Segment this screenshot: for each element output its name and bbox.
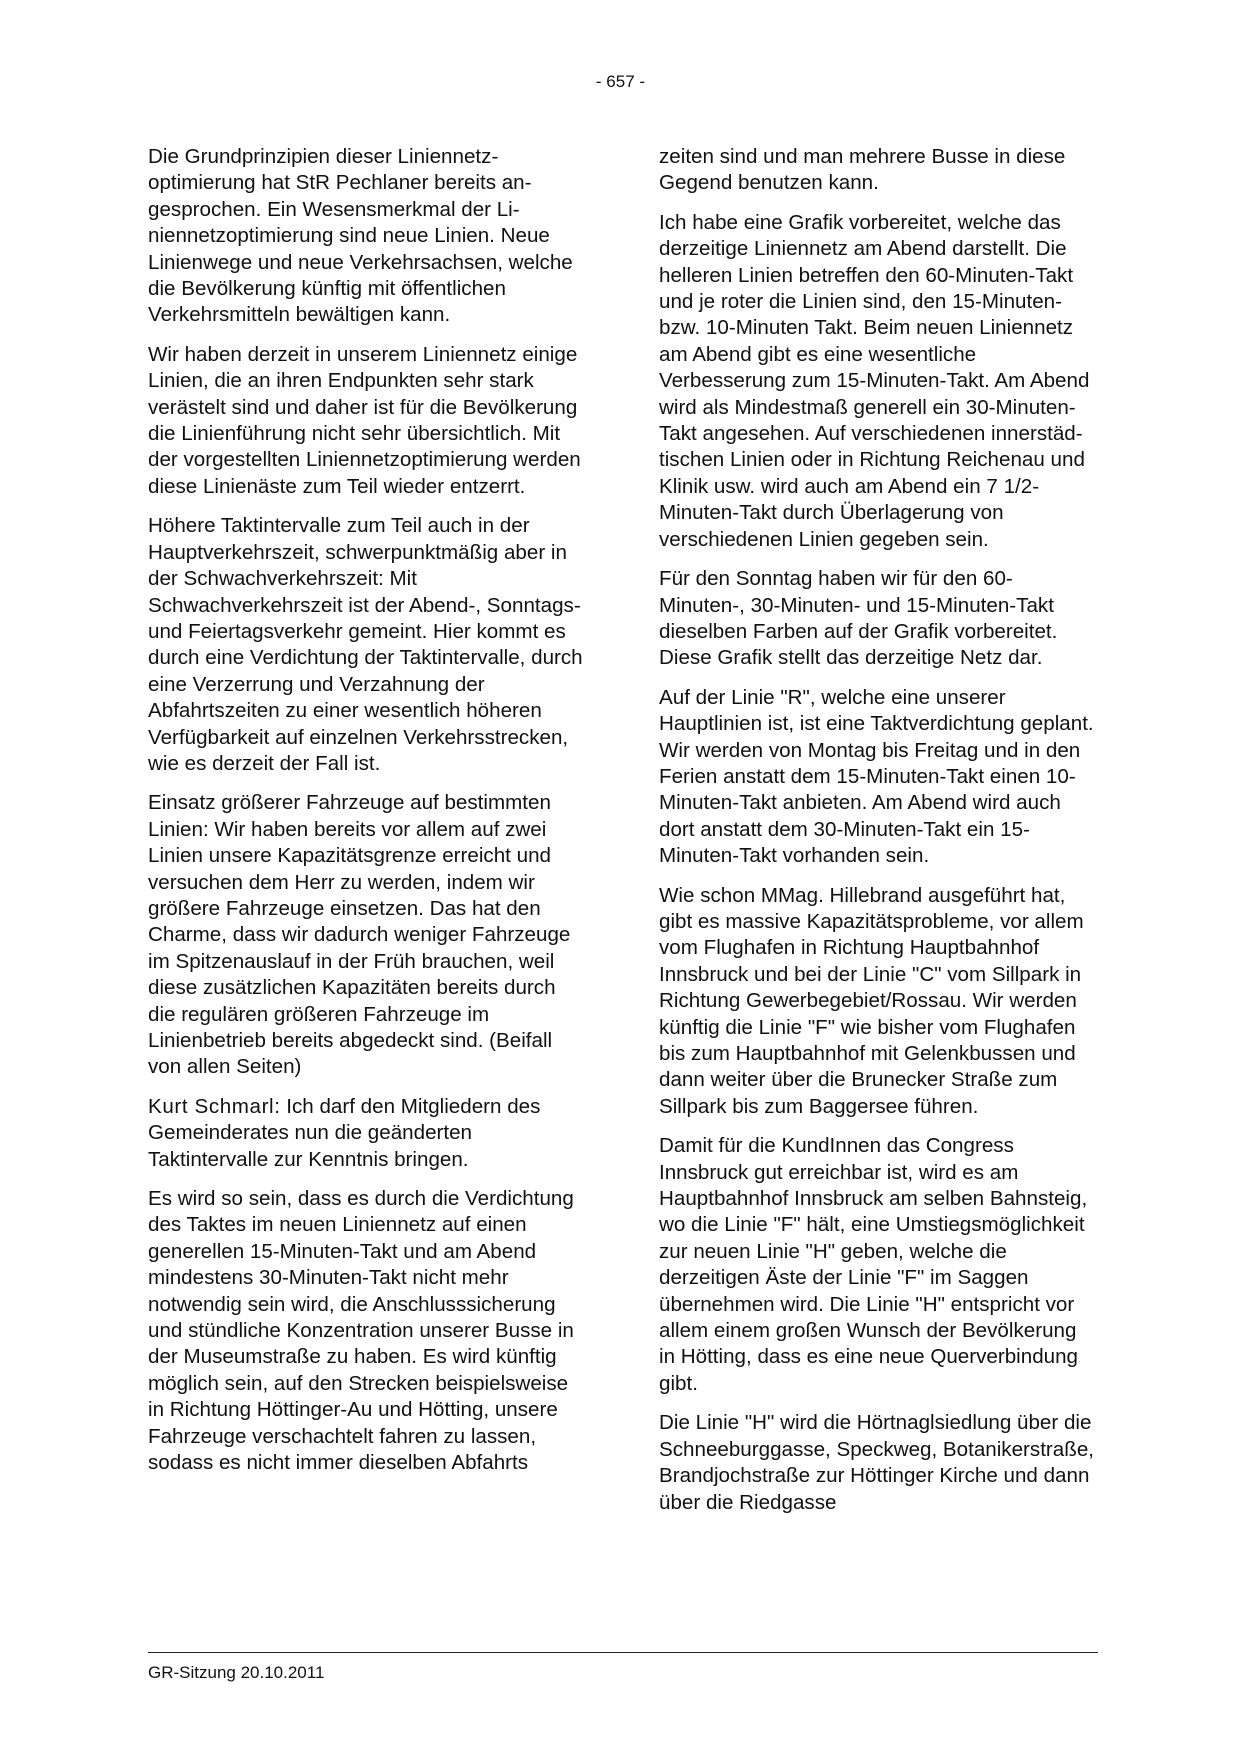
paragraph: Wir haben derzeit in unserem Liniennetz einige Linien, die an ihren Endpunkten sehr stark verästelt sind und daher ist für die Bevölkerung die Linienführung nicht sehr übersichtlich. Mit der vorgestellten Liniennetzoptimierung werden diese Linienäste zum Teil wieder entzerrt. xyxy=(148,342,581,498)
paragraph: Für den Sonntag haben wir für den 60-Minuten-, 30-Minuten- und 15-Minuten-Takt dieselben Farben auf der Grafik vorbereitet. Diese Grafik stellt das derzeitige Netz dar. xyxy=(659,567,1058,670)
page-number: - 657 - xyxy=(595,72,646,91)
right-column xyxy=(659,144,1097,1529)
paragraph: Es wird so sein, dass es durch die Verdichtung des Taktes im neuen Liniennetz auf einen generellen 15-Minuten-Takt und am Abend mindestens 30-Minuten-Takt nicht mehr notwendig sein wird, die Anschlusssicherung und stündliche Konzentration unserer Busse in der Museumstraße zu haben. Es wird künftig möglich sein, auf den Strecken beispielsweise in Richtung Höttinger-Au und Hötting, unsere Fahrzeuge verschachtelt fahren zu lassen, sodass es nicht immer dieselben Abfahrts xyxy=(148,1187,574,1475)
paragraph: Höhere Taktintervalle zum Teil auch in der Hauptverkehrszeit, schwerpunktmäßig aber in der Schwachverkehrszeit: Mit Schwachverkehrszeit ist der Abend-, Sonntags- und Feiertagsverkehr gemeint. Hier kommt es durch eine Verdichtung der Taktintervalle, durch eine Verzerrung und Verzahnung der Abfahrtszeiten zu einer wesentlich höheren Verfügbarkeit auf einzelnen Verkehrsstrecken, wie es derzeit der Fall ist. xyxy=(148,514,583,775)
paragraph: zeiten sind und man mehrere Busse in diese Gegend benutzen kann. xyxy=(659,145,1066,195)
speaker-text: Ich darf den Mitgliedern des Gemeinderates nun die geänderten Taktintervalle zur Kenntnis bringen. xyxy=(148,1094,541,1171)
speaker-paragraph xyxy=(148,1094,588,1173)
paragraph: Die Grundprinzipien dieser Liniennetzoptimierung hat StR Pechlaner bereits angesprochen. Ein Wesensmerkmal der Liniennetzoptimierung sind neue Linien. Neue Linienwege und neue Verkehrsachsen, welche die Bevölkerung künftig mit öffentlichen Verkehrsmitteln bewältigen kann. xyxy=(148,145,573,327)
paragraph: Ich habe eine Grafik vorbereitet, welche das derzeitige Liniennetz am Abend darstellt. Die helleren Linien betreffen den 60-Minuten-Takt und je roter die Linien sind, den 15-Minuten- bzw. 10-Minuten Takt. Beim neuen Liniennetz am Abend gibt es eine wesentliche Verbesserung zum 15-Minuten-Takt. Am Abend wird als Mindestmaß generell ein 30-Minuten-Takt angesehen. Auf verschiedenen innerstädtischen Linien oder in Richtung Reichenau und Klinik usw. wird auch am Abend ein 7 1/2-Minuten-Takt durch Überlagerung von verschiedenen Linien gegeben sein. xyxy=(659,210,1090,551)
paragraph: Die Linie "H" wird die Hörtnaglsiedlung über die Schneeburggasse, Speckweg, Botanikerstraße, Brandjochstraße zur Höttinger Kirche und dann über die Riedgasse xyxy=(659,1411,1095,1514)
footer-session-date: GR-Sitzung 20.10.2011 xyxy=(148,1663,325,1682)
left-column xyxy=(148,144,588,1490)
speaker-name: Kurt Schmarl: xyxy=(148,1094,281,1118)
footer-divider xyxy=(148,1652,1098,1653)
paragraph: Wie schon MMag. Hillebrand ausgeführt hat, gibt es massive Kapazitätsprobleme, vor allem vom Flughafen in Richtung Hauptbahnhof Innsbruck und bei der Linie "C" vom Sillpark in Richtung Gewerbegebiet/Rossau. Wir werden künftig die Linie "F" wie bisher vom Flughafen bis zum Hauptbahnhof mit Gelenkbussen und dann weiter über die Brunecker Straße zum Sillpark bis zum Baggersee führen. xyxy=(659,883,1084,1118)
paragraph: Auf der Linie "R", welche eine unserer Hauptlinien ist, ist eine Taktverdichtung geplant. Wir werden von Montag bis Freitag und in den Ferien anstatt dem 15-Minuten-Takt einen 10-Minuten-Takt anbieten. Am Abend wird auch dort anstatt dem 30-Minuten-Takt ein 15-Minuten-Takt vorhanden sein. xyxy=(659,685,1094,868)
paragraph: Einsatz größerer Fahrzeuge auf bestimmten Linien: Wir haben bereits vor allem auf zwei Linien unsere Kapazitätsgrenze erreicht und versuchen dem Herr zu werden, indem wir größere Fahrzeuge einsetzen. Das hat den Charme, dass wir dadurch weniger Fahrzeuge im Spitzenauslauf in der Früh brauchen, weil diese zusätzlichen Kapazitäten bereits durch die regulären größeren Fahrzeuge im Linienbetrieb bereits abgedeckt sind. (Beifall von allen Seiten) xyxy=(148,791,571,1079)
paragraph: Damit für die KundInnen das Congress Innsbruck gut erreichbar ist, wird es am Hauptbahnhof Innsbruck am selben Bahnsteig, wo die Linie "F" hält, eine Umstiegsmöglichkeit zur neuen Linie "H" geben, welche die derzeitigen Äste der Linie "F" im Saggen übernehmen wird. Die Linie "H" entspricht vor allem einem großen Wunsch der Bevölkerung in Hötting, dass es eine neue Querverbindung gibt. xyxy=(659,1134,1088,1395)
